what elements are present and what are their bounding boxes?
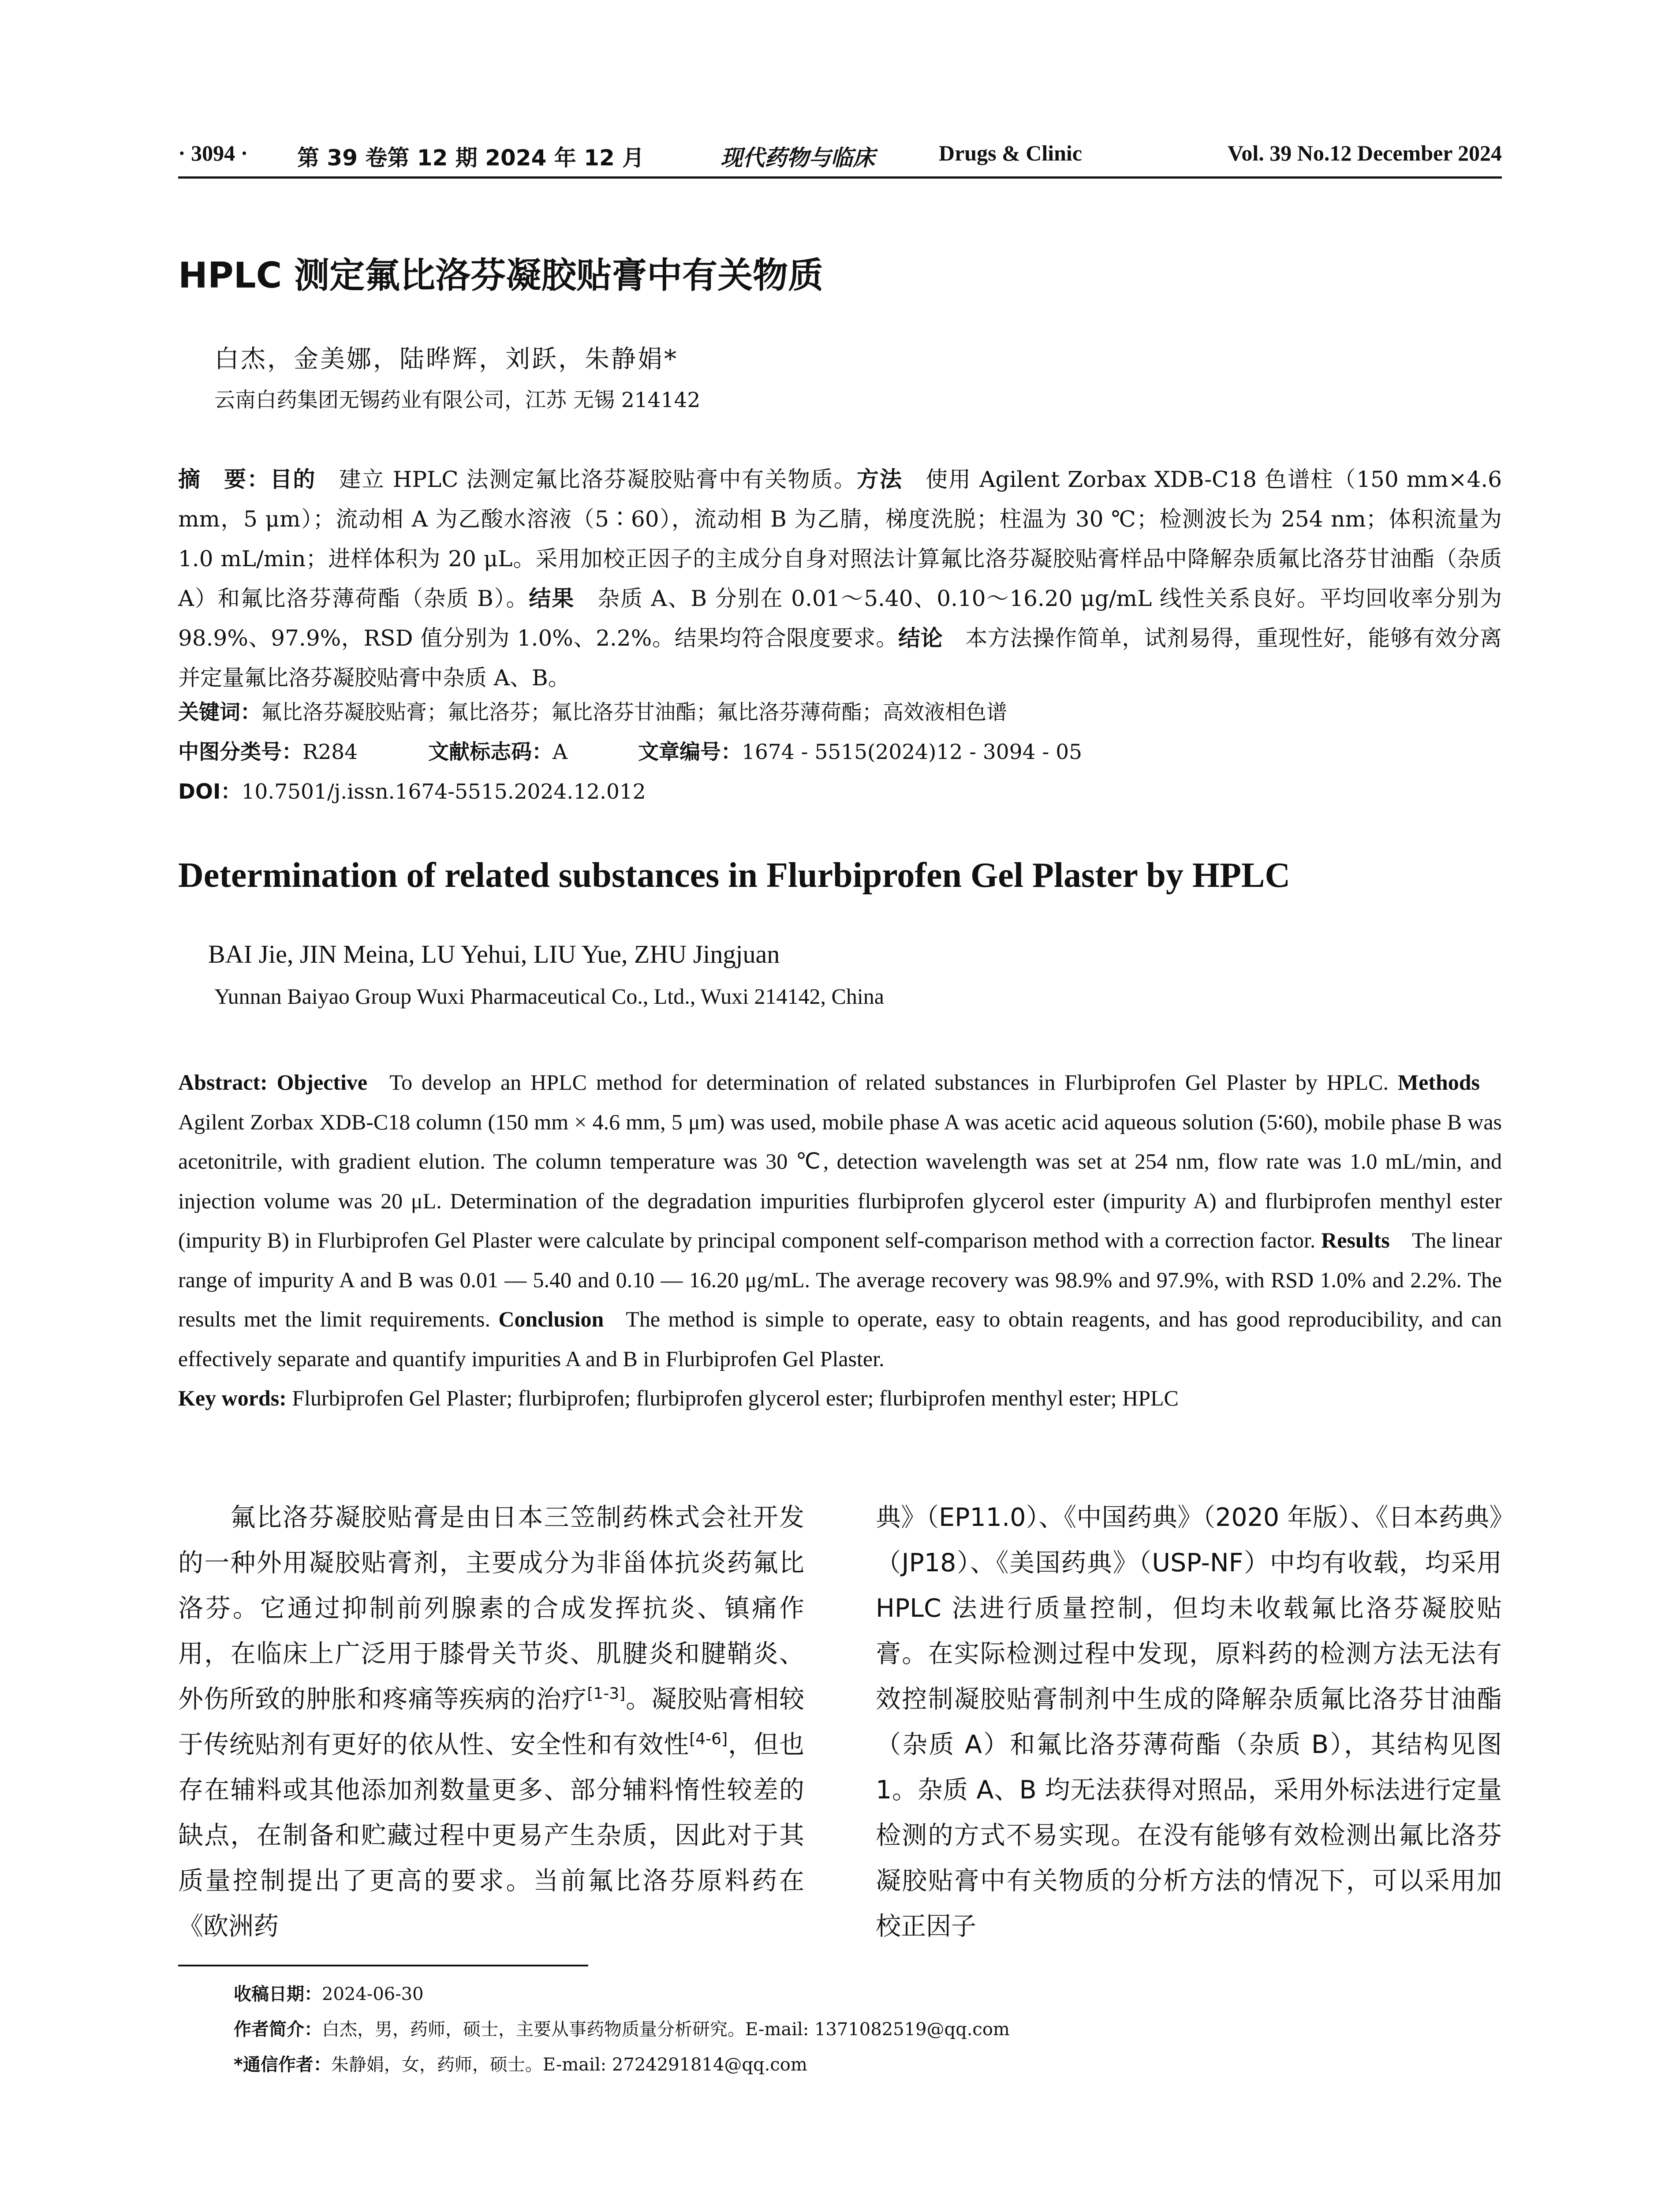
received-date: 2024-06-30 bbox=[322, 1984, 424, 2004]
affiliation-en: Yunnan Baiyao Group Wuxi Pharmaceutical Co., Ltd., Wuxi 214142, China bbox=[214, 984, 884, 1009]
citation-1-3: [1-3] bbox=[587, 1685, 626, 1703]
running-header bbox=[178, 140, 1502, 176]
footnote-author bbox=[234, 2015, 1010, 2041]
corresponding-label: *通信作者： bbox=[234, 2055, 331, 2075]
conclusion-label-cn: 结论 bbox=[898, 625, 943, 651]
objective-label-cn: 目的 bbox=[270, 467, 316, 492]
authors-en: BAI Jie, JIN Meina, LU Yehui, LIU Yue, ZHU Jingjuan bbox=[208, 940, 780, 968]
clc-label: 中图分类号： bbox=[178, 740, 302, 764]
page-number: · 3094 · bbox=[178, 141, 248, 165]
doi-label: DOI： bbox=[178, 780, 242, 804]
body-left-part-3: ，但也存在辅料或其他添加剂数量更多、部分辅料惰性较差的缺点，在制备和贮藏过程中更易产生杂质，因此对于其质量控制提出了更高的要求。当前氟比洛芬原料药在《欧洲药 bbox=[178, 1730, 805, 1941]
author-bio-label: 作者简介： bbox=[234, 2019, 322, 2040]
title-cn: HPLC 测定氟比洛芬凝胶贴膏中有关物质 bbox=[178, 255, 824, 296]
results-cn: 杂质 A、B 分别在 0.01～5.40、0.10～16.20 μg/mL 线性关系良好。平均回收率分别为 98.9%、97.9%，RSD 值分别为 1.0%、2.2%。结果均符合限度要求。 bbox=[178, 586, 1502, 651]
doi-line bbox=[178, 775, 646, 805]
affiliation-cn: 云南白药集团无锡药业有限公司，江苏 无锡 214142 bbox=[214, 388, 701, 412]
journal-name-cn: 现代药物与临床 bbox=[721, 145, 875, 171]
conclusion-label-en: Conclusion bbox=[498, 1307, 604, 1331]
keywords-cn-label: 关键词： bbox=[178, 700, 261, 725]
body-column-left bbox=[178, 1495, 804, 1949]
keywords-en-text: Flurbiprofen Gel Plaster; flurbiprofen; flurbiprofen glycerol ester; flurbiprofen menthyl ester; HPLC bbox=[292, 1386, 1179, 1410]
body-left-part-2: 。凝胶贴膏相较于传统贴剂有更好的依从性、安全性和有效性 bbox=[178, 1685, 805, 1759]
footnote-corresponding bbox=[234, 2051, 807, 2076]
body-column-right bbox=[876, 1495, 1502, 1949]
clc-value: R284 bbox=[302, 740, 358, 764]
methods-en: Agilent Zorbax XDB-C18 column (150 mm × 4.6 mm, 5 μm) was used, mobile phase A was acetic acid aqueous solution (5∶60), mobile phase B was acetonitrile, with gradient elution. The column temperature was 30 ℃, detection wavelength was set at 254 nm, flow rate was 1.0 mL/min, and injection volume was 20 μL. Determination of the degradation impurities flurbiprofen glycerol ester (impurity A) and flurbiprofen menthyl ester (impurity B) in Flurbiprofen Gel Plaster were calculate by principal component self-comparison method with a correction factor. bbox=[178, 1109, 1502, 1252]
methods-label-en: Methods bbox=[1397, 1070, 1480, 1095]
classification-line bbox=[178, 736, 1082, 765]
doc-code-value: A bbox=[553, 740, 568, 764]
issue-en: Vol. 39 No.12 December 2024 bbox=[1227, 141, 1502, 165]
doi-value: 10.7501/j.issn.1674-5515.2024.12.012 bbox=[241, 780, 646, 804]
article-number-label: 文章编号： bbox=[638, 740, 742, 764]
footnote-rule bbox=[178, 1965, 588, 1966]
article-number-value: 1674 - 5515(2024)12 - 3094 - 05 bbox=[742, 740, 1083, 764]
corresponding-author: 朱静娟，女，药师，硕士。E-mail: 2724291814@qq.com bbox=[331, 2055, 807, 2075]
methods-cn: 使用 Agilent Zorbax XDB-C18 色谱柱（150 mm×4.6 mm，5 μm）；流动相 A 为乙酸水溶液（5∶60），流动相 B 为乙腈，梯度洗脱；柱温为 30 ℃；检测波长为 254 nm；体积流量为 1.0 mL/min；进样体积为 20 μL。采用加校正因子的主成分自身对照法计算氟比洛芬凝胶贴膏样品中降解杂质氟比洛芬甘油酯（杂质 A）和氟比洛芬薄荷酯（杂质 B）。 bbox=[178, 467, 1502, 611]
abstract-en bbox=[178, 1063, 1502, 1418]
abstract-en-label: Abstract: bbox=[178, 1070, 268, 1095]
received-label: 收稿日期： bbox=[234, 1984, 322, 2004]
results-label-en: Results bbox=[1321, 1228, 1390, 1252]
keywords-cn bbox=[178, 696, 1502, 725]
conclusion-cn: 本方法操作简单，试剂易得，重现性好，能够有效分离并定量氟比洛芬凝胶贴膏中杂质 A、B。 bbox=[178, 625, 1502, 691]
objective-cn: 建立 HPLC 法测定氟比洛芬凝胶贴膏中有关物质。 bbox=[338, 467, 857, 492]
authors-cn: 白杰，金美娜，陆晔辉，刘跃，朱静娟* bbox=[214, 345, 678, 374]
abstract-cn-label: 摘 要： bbox=[178, 467, 270, 492]
author-bio: 白杰，男，药师，硕士，主要从事药物质量分析研究。E-mail: 1371082519@qq.com bbox=[322, 2019, 1010, 2040]
methods-label-cn: 方法 bbox=[856, 467, 903, 492]
body-left-part-1: 氟比洛芬凝胶贴膏是由日本三笠制药株式会社开发的一种外用凝胶贴膏剂，主要成分为非甾体抗炎药氟比洛芬。它通过抑制前列腺素的合成发挥抗炎、镇痛作用，在临床上广泛用于膝骨关节炎、肌腱炎和腱鞘炎、外伤所致的肿胀和疼痛等疾病的治疗 bbox=[178, 1503, 804, 1714]
abstract-cn bbox=[178, 460, 1502, 698]
keywords-en-label: Key words: bbox=[178, 1386, 287, 1410]
keywords-cn-text: 氟比洛芬凝胶贴膏；氟比洛芬；氟比洛芬甘油酯；氟比洛芬薄荷酯；高效液相色谱 bbox=[261, 700, 1007, 725]
header-rule bbox=[178, 176, 1502, 179]
journal-name-en: Drugs & Clinic bbox=[939, 141, 1082, 165]
footnote-received bbox=[234, 1980, 424, 2005]
conclusion-en: The method is simple to operate, easy to obtain reagents, and has good reproducibility, and can effectively separate and quantify impurities A and B in Flurbiprofen Gel Plaster. bbox=[178, 1307, 1502, 1371]
objective-label-en: Objective bbox=[276, 1070, 368, 1095]
citation-4-6: [4-6] bbox=[689, 1730, 728, 1748]
results-en: The linear range of impurity A and B was 0.01 — 5.40 and 0.10 — 16.20 μg/mL. The average recovery was 98.9% and 97.9%, with RSD 1.0% and 2.2%. The results met the limit requirements. bbox=[178, 1228, 1502, 1331]
objective-en: To develop an HPLC method for determination of related substances in Flurbiprofen Gel Plaster by HPLC. bbox=[389, 1070, 1389, 1095]
doc-code-label: 文献标志码： bbox=[428, 740, 553, 764]
results-label-cn: 结果 bbox=[529, 586, 575, 611]
issue-cn: 第 39 卷第 12 期 2024 年 12 月 bbox=[297, 145, 645, 171]
body-right-text: 典》（EP11.0）、《中国药典》（2020 年版）、《日本药典》（JP18）、《美国药典》（USP-NF）中均有收载，均采用 HPLC 法进行质量控制，但均未收载氟比洛芬凝胶贴膏。在实际检测过程中发现，原料药的检测方法无法有效控制凝胶贴膏制剂中生成的降解杂质氟比洛芬甘油酯（杂质 A）和氟比洛芬薄荷酯（杂质 B），其结构见图 1。杂质 A、B 均无法获得对照品，采用外标法进行定量检测的方式不易实现。在没有能够有效检测出氟比洛芬凝胶贴膏中有关物质的分析方法的情况下，可以采用加校正因子 bbox=[876, 1503, 1502, 1941]
title-en: Determination of related substances in Flurbiprofen Gel Plaster by HPLC bbox=[178, 856, 1291, 895]
